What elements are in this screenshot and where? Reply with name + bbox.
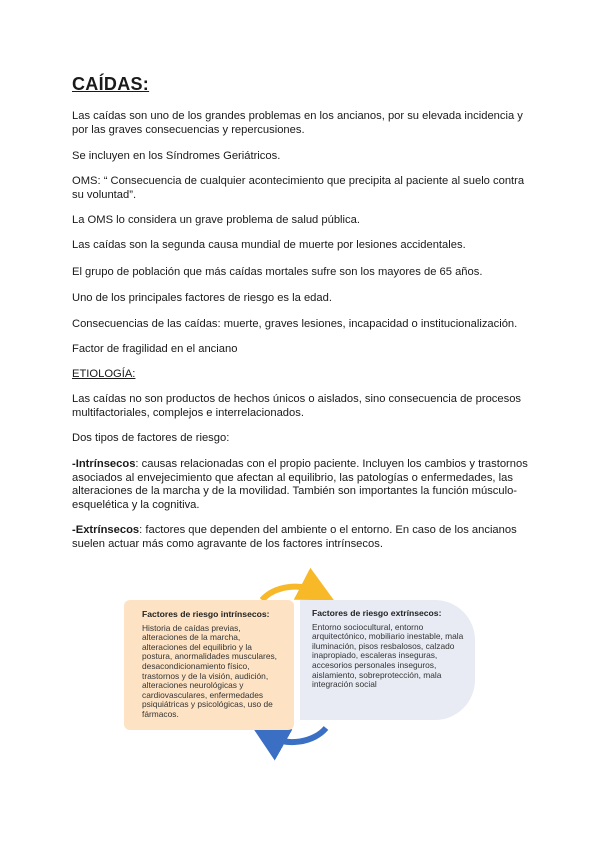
paragraph-etiologia-intro: Las caídas no son productos de hechos únicos o aislados, sino consecuencia de procesos multifactoriales, complejos e interrelacionados. bbox=[72, 393, 522, 419]
extrinsic-factors-box bbox=[300, 600, 475, 720]
paragraph-sindromes: Se incluyen en los Síndromes Geriátricos. bbox=[72, 150, 281, 162]
paragraph-salud-publica: La OMS lo considera un grave problema de salud pública. bbox=[72, 214, 360, 226]
intrinsecos-text: : causas relacionadas con el propio paciente. Incluyen los cambios y trastornos asociados al envejecimiento que afectan al equilibrio, las patologías o enfermedades, las alteraciones de la marcha y de la movilidad. También son importantes la función músculo-esquelética y la cognitiva. bbox=[72, 458, 528, 511]
intrinsic-factors-text: Historia de caídas previas, alteraciones de la marcha, alteraciones del equilibrio y la postura, anormalidades musculares, desacondicionamiento físico, trastornos y de la visión, audición, alteraciones neurológicas y cardiovasculares, enfermedades psiquiátricas y psicológicas, uso de fármacos. bbox=[142, 622, 277, 719]
paragraph-extrinsecos bbox=[72, 524, 532, 551]
top-cycle-arrow bbox=[262, 587, 318, 600]
paragraph-fragilidad: Factor de fragilidad en el anciano bbox=[72, 343, 238, 355]
paragraph-segunda-causa: Las caídas son la segunda causa mundial de muerte por lesiones accidentales. bbox=[72, 239, 466, 251]
bottom-cycle-arrow bbox=[268, 728, 326, 742]
paragraph-edad: Uno de los principales factores de riesgo es la edad. bbox=[72, 292, 332, 304]
extrinsic-factors-text: Entorno sociocultural, entorno arquitectónico, mobiliario inestable, mala iluminación, pisos resbalosos, calzado inapropiado, escaleras inseguras, accesorios personales inseguros, aislamiento, sobreprotección, mala integración social bbox=[312, 621, 464, 690]
extrinsecos-text: : factores que dependen del ambiente o el entorno. En caso de los ancianos suelen actuar más como agravante de los factores intrínsecos. bbox=[72, 524, 517, 550]
paragraph-consecuencias: Consecuencias de las caídas: muerte, graves lesiones, incapacidad o institucionalización. bbox=[72, 318, 518, 330]
extrinsecos-label: -Extrínsecos bbox=[72, 524, 140, 536]
paragraph-intro: Las caídas son uno de los grandes problemas en los ancianos, por su elevada incidencia y por las graves consecuencias y repercusiones. bbox=[72, 110, 523, 136]
paragraph-dos-tipos: Dos tipos de factores de riesgo: bbox=[72, 432, 230, 444]
paragraph-grupo-poblacion: El grupo de población que más caídas mortales sufre son los mayores de 65 años. bbox=[72, 266, 483, 278]
intrinsic-factors-box bbox=[124, 600, 294, 730]
paragraph-oms-definition: OMS: “ Consecuencia de cualquier acontecimiento que precipita al paciente al suelo contra su voluntad”. bbox=[72, 175, 525, 201]
paragraph-intrinsecos bbox=[72, 458, 532, 512]
etiologia-heading: ETIOLOGÍA: bbox=[72, 368, 136, 380]
intrinsic-factors-title: Factores de riesgo intrínsecos: bbox=[142, 609, 270, 619]
intrinsecos-label: -Intrínsecos bbox=[72, 458, 136, 470]
page-title: CAÍDAS: bbox=[72, 74, 150, 94]
extrinsic-factors-title: Factores de riesgo extrínsecos: bbox=[312, 608, 442, 618]
